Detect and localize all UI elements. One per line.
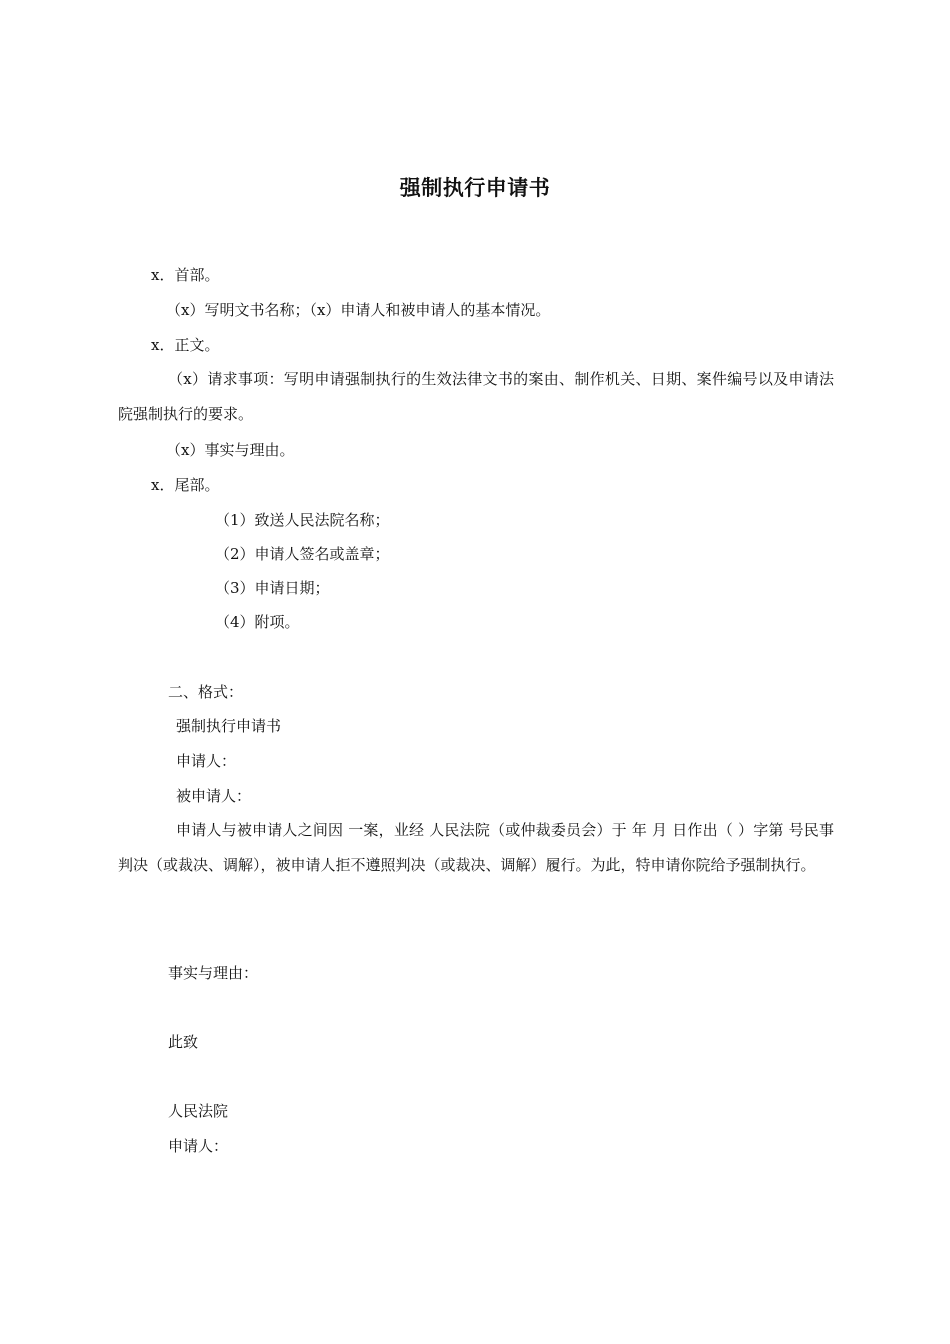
- tail-item: （3）申请日期；: [215, 579, 330, 597]
- tail-item: （2）申请人签名或盖章；: [215, 545, 390, 563]
- section-head-detail: （x）写明文书名称；（x）申请人和被申请人的基本情况。: [166, 301, 551, 319]
- format-closing: 此致: [168, 1033, 199, 1051]
- format-body: 申请人与被申请人之间因 一案，业经 人民法院（或仲裁委员会）于 年 月 日作出（ ）字第 号民事判决（或裁决、调解），被申请人拒不遵照判决（或裁决、调解）履行。为此，特申请你院给予强制执行。: [118, 821, 834, 874]
- format-form-title: 强制执行申请书: [176, 717, 282, 735]
- format-respondent: 被申请人：: [176, 787, 252, 805]
- section-body-label: x．正文。: [151, 336, 220, 354]
- format-label: 二、格式：: [168, 683, 244, 701]
- section-tail-label: x．尾部。: [151, 476, 220, 494]
- tail-item: （4）附项。: [215, 613, 300, 631]
- format-facts-reasons: 事实与理由：: [168, 964, 259, 982]
- format-signature: 申请人：: [168, 1137, 229, 1155]
- format-applicant: 申请人：: [176, 752, 237, 770]
- section-head-label: x．首部。: [151, 266, 220, 284]
- section-body-request: （x）请求事项：写明申请强制执行的生效法律文书的案由、制作机关、日期、案件编号以及申请法院强制执行的要求。: [118, 370, 834, 423]
- format-court: 人民法院: [168, 1102, 229, 1120]
- document-title: 强制执行申请书: [399, 176, 551, 200]
- section-body-facts: （x）事实与理由。: [166, 441, 295, 459]
- tail-item: （1）致送人民法院名称；: [215, 511, 390, 529]
